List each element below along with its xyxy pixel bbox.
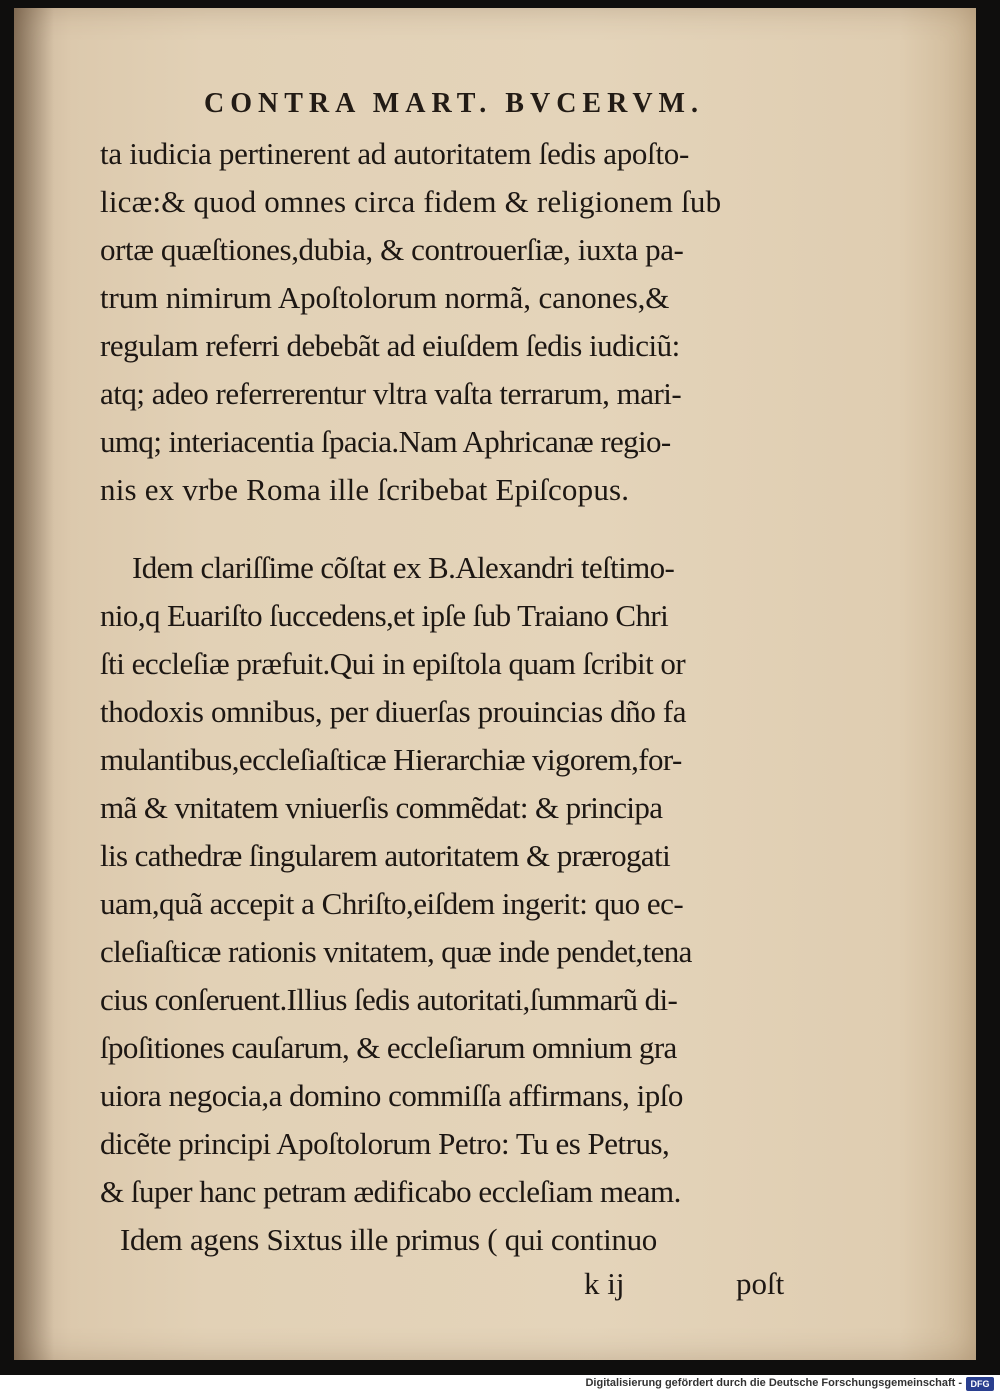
text-line: Idem agens Sixtus ille primus ( qui continuo: [120, 1222, 657, 1257]
dfg-logo-icon: DFG: [966, 1377, 994, 1391]
running-header: CONTRA MART. BVCERVM.: [204, 88, 704, 119]
text-line: ſti eccleſiæ præfuit.Qui in epiſtola quam ſcribit or: [100, 646, 686, 681]
text-line: dicẽte principi Apoſtolorum Petro: Tu es Petrus,: [100, 1126, 670, 1161]
text-line: Idem clariſſime cõſtat ex B.Alexandri teſtimo-: [132, 550, 675, 585]
text-line: ortæ quæſtiones,dubia, & controuerſiæ, iuxta pa-: [100, 232, 684, 267]
text-line: ta iudicia pertinerent ad autoritatem ſedis apoſto-: [100, 136, 689, 171]
text-line: ſpoſitiones cauſarum, & eccleſiarum omnium gra: [100, 1030, 677, 1065]
text-line: uam,quã accepit a Chriſto,eiſdem ingerit: quo ec-: [100, 886, 684, 921]
text-line: regulam referri debebãt ad eiuſdem ſedis iudiciũ:: [100, 328, 680, 363]
digitization-footer: [0, 1375, 1000, 1395]
text-line: atq; adeo referrerentur vltra vaſta terrarum, mari-: [100, 376, 682, 411]
text-line: nio,q Euariſto ſuccedens,et ipſe ſub Traiano Chri: [100, 598, 669, 633]
text-line: lis cathedræ ſingularem autoritatem & prærogati: [100, 838, 671, 873]
text-line: mã & vnitatem vniuerſis commẽdat: & principa: [100, 790, 663, 825]
text-line: nis ex vrbe Roma ille ſcribebat Epiſcopus.: [100, 472, 630, 507]
gutter-shadow: [14, 8, 54, 1360]
text-line: trum nimirum Apoſtolorum normã, canones,&: [100, 280, 670, 315]
text-line: & ſuper hanc petram ædificabo eccleſiam meam.: [100, 1174, 681, 1209]
text-line: mulantibus,eccleſiaſticæ Hierarchiæ vigorem,for-: [100, 742, 682, 777]
text-line: licæ:& quod omnes circa fidem & religionem ſub: [100, 184, 722, 219]
text-line: thodoxis omnibus, per diuerſas prouincias dño fa: [100, 694, 687, 729]
text-line: cleſiaſticæ rationis vnitatem, quæ inde pendet,tena: [100, 934, 692, 969]
book-page: [14, 8, 976, 1360]
text-line: uiora negocia,a domino commiſſa affirmans, ipſo: [100, 1078, 683, 1113]
signature-mark: k ij: [584, 1266, 625, 1301]
funding-credit: Digitalisierung gefördert durch die Deutsche Forschungsgemeinschaft -: [585, 1377, 962, 1389]
text-line: cius conſeruent.Illius ſedis autoritati,ſummarũ di-: [100, 982, 678, 1017]
text-line: umq; interiacentia ſpacia.Nam Aphricanæ regio-: [100, 424, 671, 459]
catchword: poſt: [736, 1266, 785, 1301]
